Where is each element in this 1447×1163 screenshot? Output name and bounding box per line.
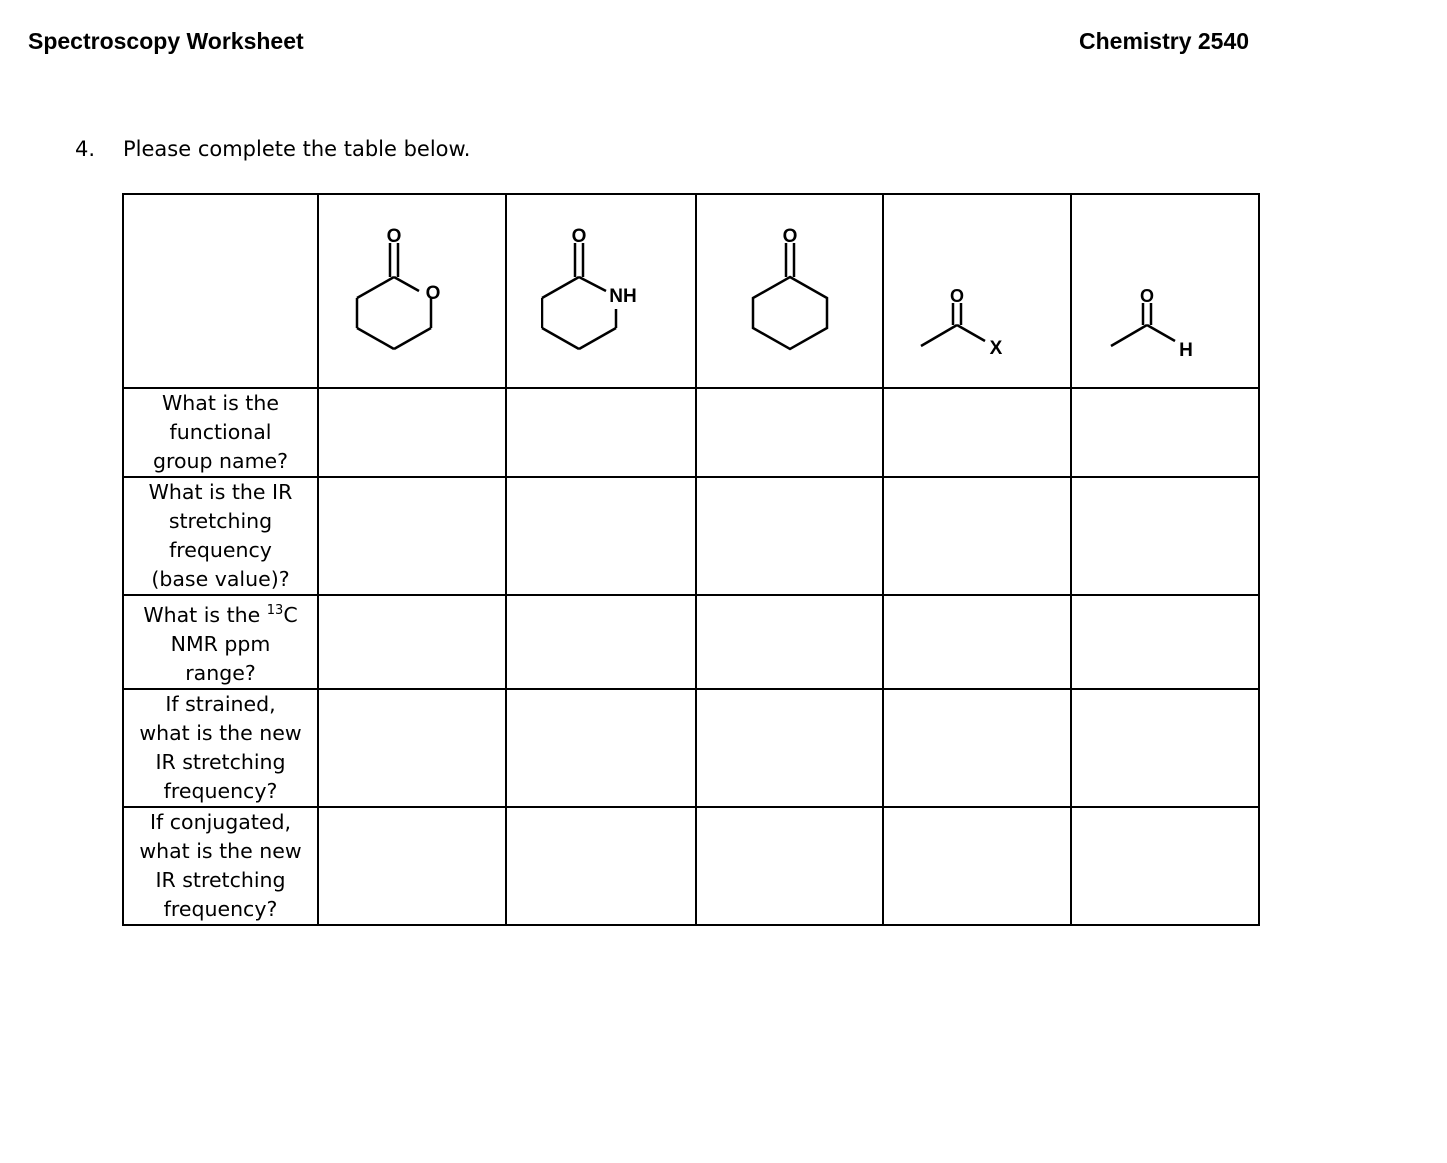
- hydrogen-label: H: [1179, 340, 1193, 361]
- carbonyl-oxygen-label: O: [782, 226, 797, 247]
- answer-cell[interactable]: [1071, 388, 1259, 477]
- row-label-c13-nmr: What is the $^{13}$C NMR ppm range?: [123, 595, 318, 689]
- course-name: Chemistry 2540: [1079, 28, 1250, 54]
- row-label-strained: If strained, what is the new IR stretching frequency?: [123, 689, 318, 807]
- answer-cell[interactable]: [506, 595, 696, 689]
- table-row: [123, 388, 1259, 477]
- table-row: [123, 689, 1259, 807]
- acyl-halide-structure: [917, 211, 1037, 371]
- worksheet-title: Spectroscopy Worksheet: [28, 28, 304, 54]
- table-row: [123, 807, 1259, 925]
- lactam-structure: [541, 211, 661, 371]
- lactone-structure: [352, 211, 472, 371]
- aldehyde-structure: [1105, 211, 1225, 371]
- worksheet-table: [122, 193, 1260, 926]
- cyclohexanone-structure: [730, 211, 850, 371]
- answer-cell[interactable]: [318, 807, 506, 925]
- question-number: 4.: [75, 137, 96, 161]
- corner-cell: [123, 194, 318, 388]
- ring-nitrogen-label: NH: [609, 286, 637, 307]
- table-row: [123, 477, 1259, 595]
- aldehyde-cell: [1071, 194, 1259, 388]
- answer-cell[interactable]: [506, 477, 696, 595]
- answer-cell[interactable]: [1071, 807, 1259, 925]
- answer-cell[interactable]: [883, 477, 1071, 595]
- answer-cell[interactable]: [506, 388, 696, 477]
- answer-cell[interactable]: [696, 595, 883, 689]
- answer-cell[interactable]: [883, 388, 1071, 477]
- cyclohexanone-cell: [696, 194, 883, 388]
- ring-oxygen-label: O: [425, 283, 441, 304]
- structure-header-row: [123, 194, 1259, 388]
- answer-cell[interactable]: [506, 689, 696, 807]
- answer-cell[interactable]: [318, 595, 506, 689]
- table-row: [123, 595, 1259, 689]
- row-label-conjugated: If conjugated, what is the new IR stretching frequency?: [123, 807, 318, 925]
- row-label-ir-frequency: What is the IR stretching frequency (base value)?: [123, 477, 318, 595]
- answer-cell[interactable]: [1071, 595, 1259, 689]
- answer-cell[interactable]: [883, 595, 1071, 689]
- carbonyl-oxygen-label: O: [386, 226, 402, 247]
- answer-cell[interactable]: [318, 477, 506, 595]
- lactam-cell: [506, 194, 696, 388]
- carbonyl-oxygen-label: O: [1139, 286, 1155, 306]
- answer-cell[interactable]: [318, 388, 506, 477]
- answer-cell[interactable]: [506, 807, 696, 925]
- answer-cell[interactable]: [696, 477, 883, 595]
- lactone-cell: [318, 194, 506, 388]
- answer-cell[interactable]: [696, 388, 883, 477]
- halide-label: X: [989, 338, 1003, 359]
- row-label-functional-group: What is the functional group name?: [123, 388, 318, 477]
- answer-cell[interactable]: [1071, 477, 1259, 595]
- acyl-halide-cell: [883, 194, 1071, 388]
- answer-cell[interactable]: [883, 807, 1071, 925]
- answer-cell[interactable]: [696, 689, 883, 807]
- answer-cell[interactable]: [883, 689, 1071, 807]
- answer-cell[interactable]: [318, 689, 506, 807]
- carbonyl-oxygen-label: O: [949, 286, 965, 306]
- carbonyl-oxygen-label: O: [571, 226, 587, 247]
- question-prompt: Please complete the table below.: [123, 137, 471, 161]
- answer-cell[interactable]: [696, 807, 883, 925]
- answer-cell[interactable]: [1071, 689, 1259, 807]
